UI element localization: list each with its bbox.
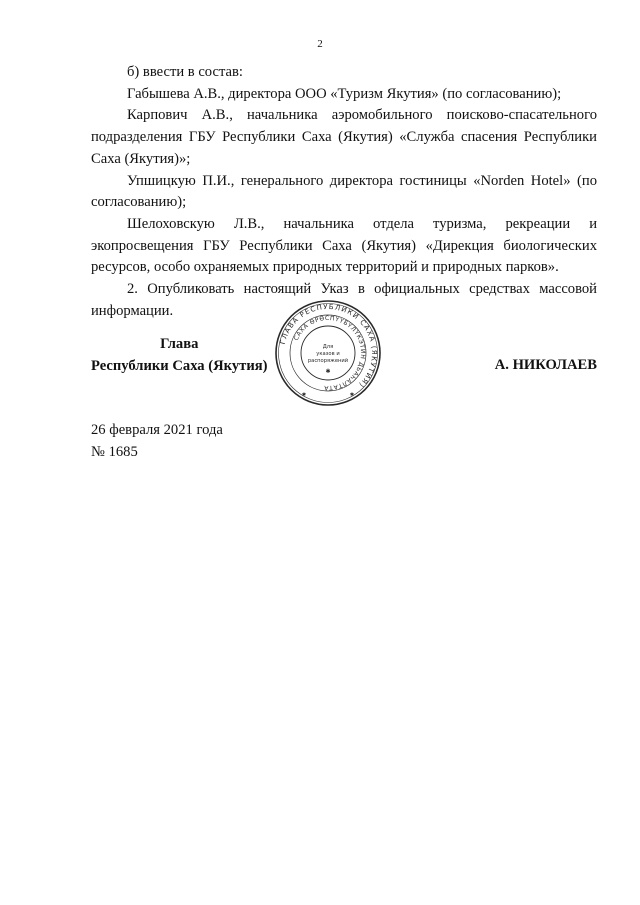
document-body	[91, 62, 597, 322]
seal-star-icon: ✱	[349, 392, 355, 398]
signatory-name: А. НИКОЛАЕВ	[494, 357, 597, 373]
paragraph: б) ввести в состав:	[127, 64, 243, 80]
signature-block	[91, 302, 597, 407]
paragraph: 2. Опубликовать настоящий Указ в официальных средствах массовой информации.	[91, 281, 597, 319]
official-seal	[274, 299, 382, 407]
paragraph: Упшицкую П.И., генерального директора гостиницы «Norden Hotel» (по согласованию);	[91, 172, 597, 211]
document-date: 26 февраля 2021 года	[91, 422, 223, 438]
signatory-title: Глава	[160, 336, 199, 352]
document-footer	[91, 420, 223, 463]
signatory-position	[91, 334, 267, 377]
paragraph: Шелоховскую Л.В., начальника отдела туризма, рекреации и экопросвещения ГБУ Республики Саха (Якутия) «Дирекция биологических ресурсов, особо охраняемых природных территорий и природных парков».	[91, 215, 597, 276]
seal-outer-text: ГЛАВА РЕСПУБЛИКИ САХА (ЯКУТИЯ)	[278, 302, 379, 390]
seal-center-line-3: распоряжений	[307, 358, 349, 364]
seal-star-icon: ✱	[301, 392, 307, 398]
paragraph: Карпович А.В., начальника аэромобильного поисково-спасательного подразделения ГБУ Республики Саха (Якутия) «Служба спасения Республики Саха (Якутия)»;	[91, 107, 597, 167]
signatory-office: Республики Саха (Якутия)	[91, 357, 268, 374]
page-number: 2	[317, 38, 323, 50]
seal-center-line-2: указов и	[316, 351, 340, 357]
document-number: № 1685	[91, 443, 138, 460]
seal-star-icon: ✱	[325, 368, 331, 375]
seal-inner-text: САХА ӨРӨСПҮҮБҮЛҮКЭТИН ДЬАҺАЛТАТА	[292, 314, 367, 392]
seal-center-line-1: Для	[322, 344, 334, 350]
paragraph: Габышева А.В., директора ООО «Туризм Якутия» (по согласованию);	[127, 85, 562, 102]
